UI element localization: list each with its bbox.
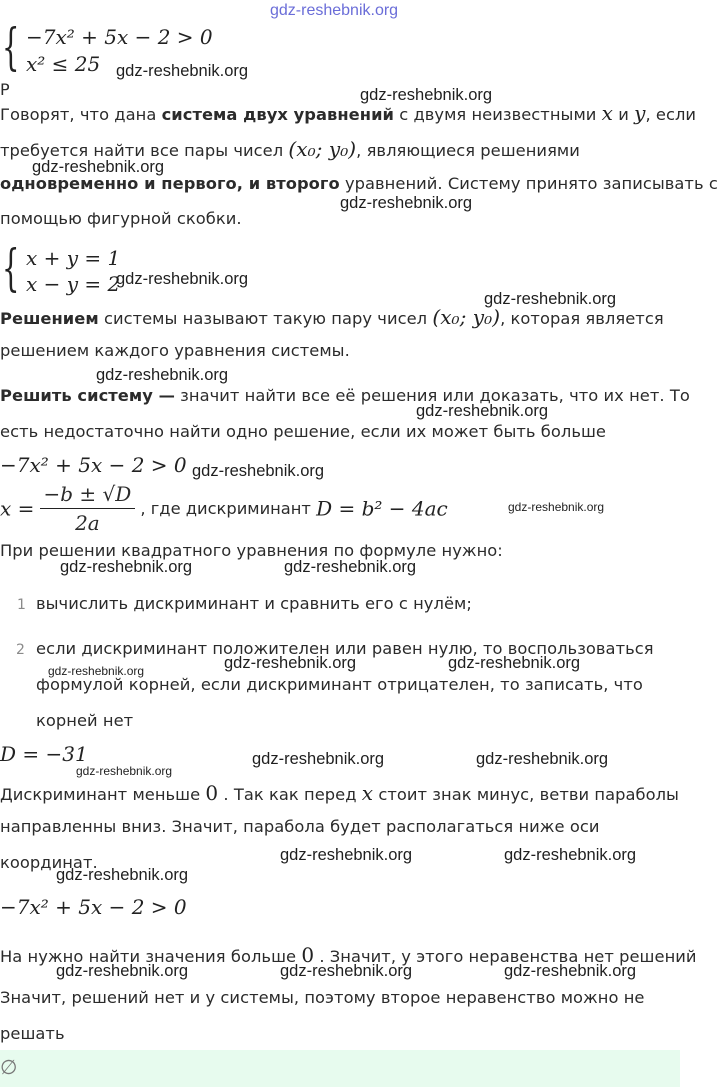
- final-line-3: решать: [0, 1024, 65, 1043]
- watermark: gdz-reshebnik.org: [280, 962, 413, 980]
- final-line-2: Значит, решений нет и у системы, поэтому второе неравенство можно не: [0, 988, 645, 1007]
- empty-set-answer: ∅: [0, 1055, 18, 1079]
- quadratic-formula: x = $\frac{-b \pm √D}{2a}$ , где дискриминант D = b² − 4ac: [0, 482, 448, 535]
- discriminant-value: D = −31: [0, 742, 88, 766]
- watermark: gdz-reshebnik.org: [508, 500, 605, 514]
- intro-line-4: помощью фигурной скобки.: [0, 209, 242, 228]
- solve-def-line-1: Решить систему — значит найти все её решения или доказать, что их нет. То: [0, 386, 690, 405]
- step-number: 1: [17, 597, 26, 613]
- watermark: gdz-reshebnik.org: [360, 86, 493, 104]
- watermark: gdz-reshebnik.org: [48, 664, 145, 678]
- step-text: корней нет: [36, 711, 134, 730]
- system2-row1: x + y = 1: [26, 246, 121, 270]
- intro-line-1: Говорят, что дана система двух уравнений с двумя неизвестными x и y, если: [0, 101, 697, 125]
- inequality: −7x² + 5x − 2 > 0: [0, 453, 187, 477]
- intro-line-2: требуется найти все пары чисел (x₀; y₀), являющиеся решениями: [0, 137, 580, 161]
- watermark: gdz-reshebnik.org: [340, 194, 473, 212]
- step-text: формулой корней, если дискриминант отрицателен, то записать, что: [36, 675, 643, 694]
- step-text: вычислить дискриминант и сравнить его с нулём;: [36, 594, 472, 613]
- watermark: gdz-reshebnik.org: [116, 270, 249, 288]
- quad-intro: При решении квадратного уравнения по формуле нужно:: [0, 541, 503, 560]
- watermark: gdz-reshebnik.org: [56, 866, 189, 884]
- watermark: gdz-reshebnik.org: [280, 846, 413, 864]
- watermark: gdz-reshebnik.org: [192, 462, 325, 480]
- conclusion-line-2: направленны вниз. Значит, парабола будет располагаться ниже оси: [0, 817, 600, 836]
- watermark: gdz-reshebnik.org: [32, 158, 165, 176]
- step-number: 2: [16, 642, 25, 658]
- watermark: gdz-reshebnik.org: [224, 654, 357, 672]
- watermark: gdz-reshebnik.org: [56, 962, 189, 980]
- left-brace-icon: {: [2, 18, 20, 76]
- solution-def-line-2: решением каждого уравнения системы.: [0, 341, 350, 360]
- inequality-2: −7x² + 5x − 2 > 0: [0, 895, 187, 919]
- system1-row2: x² ≤ 25: [26, 52, 101, 76]
- solve-def-line-2: есть недостаточно найти одно решение, если их может быть больше: [0, 422, 606, 441]
- system1-row1: −7x² + 5x − 2 > 0: [26, 25, 213, 49]
- watermark: gdz-reshebnik.org: [76, 764, 173, 778]
- watermark-top: gdz-reshebnik.org: [270, 2, 399, 19]
- watermark: gdz-reshebnik.org: [96, 366, 229, 384]
- watermark: gdz-reshebnik.org: [284, 558, 417, 576]
- clipped-glyph: Р: [0, 80, 10, 99]
- conclusion-line-3: координат.: [0, 853, 98, 872]
- final-line-1: На нужно найти значения больше 0 . Значит, у этого неравенства нет решений: [0, 943, 697, 967]
- watermark: gdz-reshebnik.org: [116, 62, 249, 80]
- watermark: gdz-reshebnik.org: [476, 750, 609, 768]
- watermark: gdz-reshebnik.org: [252, 750, 385, 768]
- intro-line-3: одновременно и первого, и второго уравнений. Систему принято записывать с: [0, 174, 718, 193]
- watermark: gdz-reshebnik.org: [504, 846, 637, 864]
- answer-box: [0, 1050, 680, 1087]
- watermark: gdz-reshebnik.org: [416, 402, 549, 420]
- solution-def-line-1: Решением системы называют такую пару чисел (x₀; y₀), которая является: [0, 305, 664, 329]
- watermark: gdz-reshebnik.org: [448, 654, 581, 672]
- step-text: если дискриминант положителен или равен нулю, то воспользоваться: [36, 639, 654, 658]
- conclusion-line-1: Дискриминант меньше 0 . Так как перед x стоит знак минус, ветви параболы: [0, 781, 679, 805]
- system2-row2: x − y = 2: [26, 272, 121, 296]
- watermark: gdz-reshebnik.org: [60, 558, 193, 576]
- watermark: gdz-reshebnik.org: [484, 290, 617, 308]
- left-brace-icon: {: [2, 239, 20, 297]
- watermark: gdz-reshebnik.org: [504, 962, 637, 980]
